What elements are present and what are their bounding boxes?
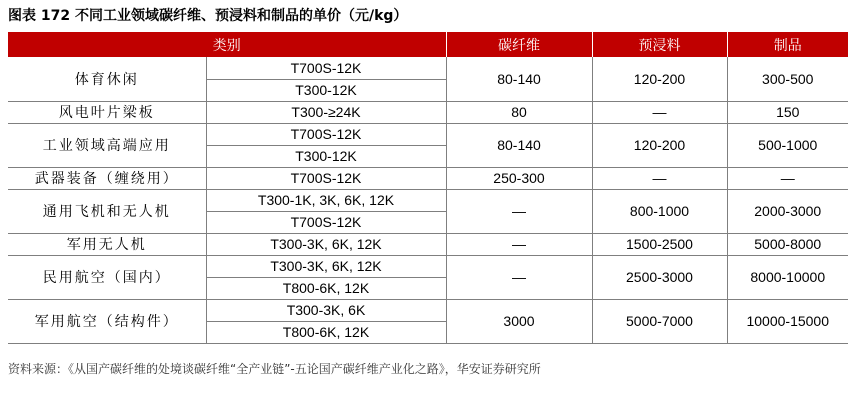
fiber-price-cell: 80-140 xyxy=(446,57,592,101)
product-price-cell: 5000-8000 xyxy=(727,233,848,255)
header-category: 类别 xyxy=(8,32,446,57)
product-price-cell: 500-1000 xyxy=(727,123,848,167)
category-cell: 民用航空（国内） xyxy=(8,255,206,299)
fiber-price-cell: — xyxy=(446,189,592,233)
table-body xyxy=(8,57,848,343)
fiber-price-cell: — xyxy=(446,233,592,255)
product-price-cell: 150 xyxy=(727,101,848,123)
figure-title: 图表 172 不同工业领域碳纤维、预浸料和制品的单价（元/kg） xyxy=(8,8,408,24)
product-price-cell: 8000-10000 xyxy=(727,255,848,299)
grade-cell: T300-3K, 6K, 12K xyxy=(206,255,446,277)
table-row xyxy=(8,299,848,321)
grade-cell: T700S-12K xyxy=(206,211,446,233)
grade-cell: T700S-12K xyxy=(206,123,446,145)
fiber-price-cell: 80-140 xyxy=(446,123,592,167)
prepreg-price-cell: — xyxy=(592,101,727,123)
fiber-price-cell: 80 xyxy=(446,101,592,123)
price-table xyxy=(8,32,848,344)
grade-cell: T300-3K, 6K xyxy=(206,299,446,321)
product-price-cell: — xyxy=(727,167,848,189)
grade-cell: T700S-12K xyxy=(206,57,446,79)
table-header-row xyxy=(8,32,848,57)
table-row xyxy=(8,101,848,123)
prepreg-price-cell: 800-1000 xyxy=(592,189,727,233)
grade-cell: T300-1K, 3K, 6K, 12K xyxy=(206,189,446,211)
table-row xyxy=(8,167,848,189)
grade-cell: T300-12K xyxy=(206,145,446,167)
category-cell: 体育休闲 xyxy=(8,57,206,101)
product-price-cell: 10000-15000 xyxy=(727,299,848,343)
product-price-cell: 300-500 xyxy=(727,57,848,101)
prepreg-price-cell: 120-200 xyxy=(592,57,727,101)
category-cell: 通用飞机和无人机 xyxy=(8,189,206,233)
source-note: 资料来源：《从国产碳纤维的处境谈碳纤维“全产业链”-五论国产碳纤维产业化之路》，华安证券研究所 xyxy=(8,362,541,376)
prepreg-price-cell: 2500-3000 xyxy=(592,255,727,299)
prepreg-price-cell: — xyxy=(592,167,727,189)
table-row xyxy=(8,189,848,211)
grade-cell: T300-≥24K xyxy=(206,101,446,123)
prepreg-price-cell: 120-200 xyxy=(592,123,727,167)
category-cell: 军用航空（结构件） xyxy=(8,299,206,343)
category-cell: 武器装备（缠绕用） xyxy=(8,167,206,189)
category-cell: 风电叶片梁板 xyxy=(8,101,206,123)
product-price-cell: 2000-3000 xyxy=(727,189,848,233)
fiber-price-cell: 3000 xyxy=(446,299,592,343)
price-table-container xyxy=(8,32,848,344)
prepreg-price-cell: 1500-2500 xyxy=(592,233,727,255)
header-product: 制品 xyxy=(727,32,848,57)
fiber-price-cell: 250-300 xyxy=(446,167,592,189)
category-cell: 工业领域高端应用 xyxy=(8,123,206,167)
header-carbon-fiber: 碳纤维 xyxy=(446,32,592,57)
table-row xyxy=(8,123,848,145)
table-row xyxy=(8,57,848,79)
fiber-price-cell: — xyxy=(446,255,592,299)
grade-cell: T300-12K xyxy=(206,79,446,101)
table-row xyxy=(8,233,848,255)
header-prepreg: 预浸料 xyxy=(592,32,727,57)
grade-cell: T700S-12K xyxy=(206,167,446,189)
category-cell: 军用无人机 xyxy=(8,233,206,255)
grade-cell: T800-6K, 12K xyxy=(206,277,446,299)
prepreg-price-cell: 5000-7000 xyxy=(592,299,727,343)
table-row xyxy=(8,255,848,277)
grade-cell: T800-6K, 12K xyxy=(206,321,446,343)
grade-cell: T300-3K, 6K, 12K xyxy=(206,233,446,255)
